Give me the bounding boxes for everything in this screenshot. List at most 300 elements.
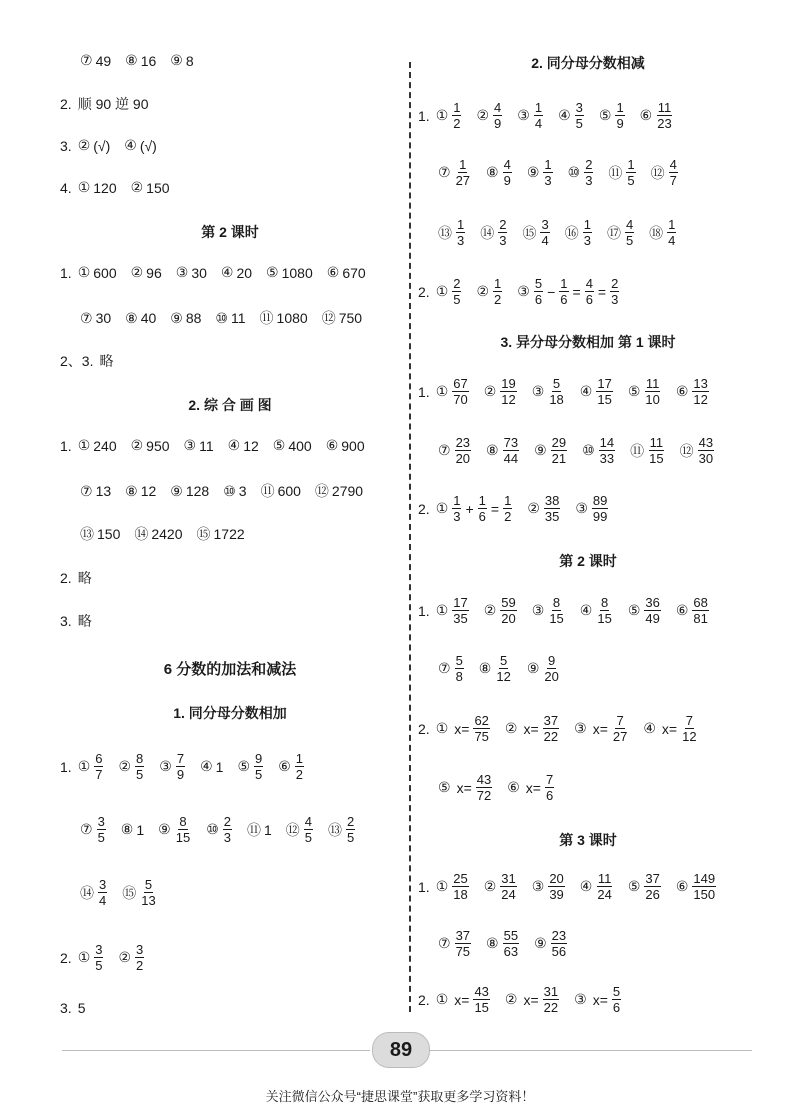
answer-value: 88	[185, 310, 202, 326]
item-marker: ⑨	[158, 821, 171, 837]
fraction	[584, 157, 593, 188]
answer-value: 1080	[276, 310, 308, 326]
answer-value: 40	[140, 310, 157, 326]
item-marker: ⑤	[598, 107, 612, 123]
denominator: 4	[541, 233, 549, 248]
denominator: 2	[494, 292, 502, 307]
numerator: 67	[453, 376, 468, 391]
numerator: 1	[583, 217, 591, 232]
fraction	[94, 942, 103, 973]
denominator: 27	[455, 173, 471, 188]
answer-item	[326, 437, 365, 454]
numerator: 5	[455, 653, 463, 668]
denominator: 24	[501, 887, 516, 902]
answer-line	[60, 751, 319, 782]
question-number: 1.	[418, 602, 430, 619]
item-marker: ②	[130, 437, 144, 453]
answer-item	[486, 928, 520, 959]
answer-item	[197, 524, 245, 544]
question-number: 1.	[418, 107, 430, 124]
item-marker: ②	[118, 949, 132, 965]
answer-line	[60, 611, 106, 631]
fraction	[585, 276, 594, 307]
answer-item	[527, 653, 561, 684]
item-marker: ④	[124, 137, 137, 153]
item-marker: ⑦	[80, 52, 93, 68]
answer-item	[565, 217, 593, 248]
question-number: 1.	[418, 383, 430, 400]
item-marker: ①	[435, 720, 449, 736]
answer-item	[327, 264, 366, 281]
fraction	[599, 435, 615, 466]
answer-item	[80, 877, 108, 908]
numerator: 1	[478, 493, 486, 508]
answer-item	[484, 871, 518, 902]
answer-line	[80, 524, 259, 544]
question-number: 2.	[60, 949, 72, 966]
answer-line	[60, 179, 184, 196]
denominator: 13	[141, 893, 156, 908]
numerator: 36	[645, 595, 660, 610]
answer-item	[582, 435, 616, 466]
answer-item	[237, 751, 264, 782]
fraction	[592, 493, 608, 524]
fraction	[473, 713, 489, 744]
question-number: 2.	[60, 96, 72, 112]
denominator: 63	[503, 944, 519, 959]
item-marker: ⑧	[478, 660, 492, 676]
numerator: 1	[544, 157, 552, 172]
item-marker: ④	[579, 878, 593, 894]
item-marker: ⑰	[606, 224, 621, 241]
item-marker: ⑧	[125, 309, 138, 326]
item-marker: ①	[435, 878, 449, 894]
item-marker: ⑥	[507, 779, 520, 795]
denominator: 4	[99, 893, 107, 908]
answer-item	[78, 751, 105, 782]
item-marker: ⑧	[486, 442, 499, 458]
question-number: 4.	[60, 179, 72, 196]
denominator: 150	[693, 887, 716, 902]
item-marker: ③	[517, 107, 530, 123]
denominator: 35	[453, 611, 468, 626]
fraction	[534, 276, 543, 307]
answer-item	[125, 310, 156, 327]
denominator: 27	[612, 729, 628, 744]
denominator: 99	[592, 509, 608, 524]
item-marker: ④	[200, 758, 213, 774]
denominator: 3	[499, 233, 507, 248]
item-marker: ⑦	[438, 442, 451, 458]
answer-item	[125, 483, 156, 500]
answer-item	[484, 595, 518, 626]
item-marker: ⑬	[80, 526, 94, 542]
fraction	[596, 871, 612, 902]
section-heading: 6 分数的加法和减法	[163, 661, 297, 678]
item-marker: ⑦	[438, 660, 451, 676]
numerator: 59	[501, 595, 516, 610]
fraction	[500, 871, 516, 902]
fraction	[644, 871, 660, 902]
numerator: 8	[552, 595, 561, 610]
answer-item	[176, 264, 207, 281]
answer-item	[580, 871, 614, 902]
denominator: 6	[478, 509, 486, 524]
denominator: 20	[455, 451, 471, 466]
answer-item	[574, 984, 622, 1015]
item-marker: ⑤	[627, 383, 641, 399]
numerator: 2	[585, 157, 593, 172]
item-marker: ⑨	[170, 482, 183, 499]
answer-line	[418, 100, 688, 131]
fraction	[544, 493, 560, 524]
item-marker: ③	[531, 602, 545, 618]
item-marker: ③	[574, 991, 587, 1007]
answer-item	[436, 100, 463, 131]
numerator: 2	[499, 217, 507, 232]
item-marker: ⑤	[438, 779, 451, 795]
item-marker: ⑯	[564, 224, 579, 241]
denominator: 15	[175, 830, 191, 845]
denominator: 56	[551, 944, 567, 959]
denominator: 2	[453, 116, 461, 131]
answer-item	[80, 483, 111, 500]
answer-item	[628, 871, 662, 902]
answer-item	[124, 137, 157, 154]
numerator: 37	[543, 713, 559, 728]
answer-line	[418, 871, 731, 902]
item-marker: ⑫	[314, 483, 329, 499]
fraction	[493, 100, 502, 131]
item-marker: ⑭	[480, 224, 495, 241]
denominator: 12	[693, 392, 708, 407]
answer-item	[78, 1000, 86, 1016]
fraction	[545, 772, 554, 803]
numerator: 13	[693, 376, 708, 391]
numerator: 1	[459, 157, 467, 172]
answer-value: 1	[263, 821, 272, 838]
answer-item	[630, 435, 665, 466]
page-number: 89	[372, 1032, 430, 1068]
question-number: 2.	[418, 283, 430, 300]
denominator: 75	[474, 729, 489, 744]
fraction	[304, 814, 313, 845]
answer-item	[131, 437, 170, 454]
item-marker: ③	[531, 383, 545, 399]
denominator: 26	[645, 887, 660, 902]
numerator: 9	[255, 751, 263, 766]
numerator: 1	[453, 493, 461, 508]
fraction	[503, 157, 512, 188]
denominator: 39	[549, 887, 564, 902]
denominator: 9	[176, 767, 185, 782]
answer-value: 顺 90 逆 90	[77, 96, 149, 112]
fraction	[644, 376, 660, 407]
denominator: 3	[223, 830, 231, 845]
answer-item	[476, 276, 503, 307]
answer-line	[418, 595, 724, 626]
fraction	[615, 100, 624, 131]
answer-value: (√)	[139, 137, 157, 154]
answer-line	[438, 772, 569, 803]
numerator: 7	[616, 713, 624, 728]
answer-item	[170, 310, 201, 327]
denominator: 8	[455, 669, 463, 684]
answer-item	[599, 100, 626, 131]
fraction	[452, 871, 468, 902]
fraction	[551, 928, 567, 959]
item-marker: ⑥	[326, 264, 340, 280]
answer-item	[273, 437, 312, 454]
fraction	[692, 595, 708, 626]
numerator: 149	[693, 871, 716, 886]
answer-item	[125, 52, 156, 69]
item-marker: ⑮	[522, 224, 537, 241]
denominator: 5	[95, 958, 103, 973]
answer-item	[484, 376, 518, 407]
numerator: 1	[560, 276, 568, 291]
section-heading: 2. 综 合 画 图	[188, 397, 272, 413]
fraction	[452, 376, 468, 407]
numerator: 11	[645, 376, 660, 391]
answer-line	[80, 814, 370, 845]
denominator: 20	[501, 611, 516, 626]
answer-item	[534, 435, 568, 466]
denominator: 6	[534, 292, 543, 307]
question-number: 2.	[418, 500, 430, 517]
item-marker: ②	[77, 137, 91, 153]
denominator: 9	[616, 116, 624, 131]
item-marker: ⑪	[259, 310, 274, 326]
fraction	[94, 751, 103, 782]
answer-item	[476, 100, 503, 131]
item-marker: ⑩	[582, 442, 595, 458]
answer-line	[438, 217, 691, 248]
fraction	[692, 871, 716, 902]
item-marker: ⑨	[526, 164, 540, 180]
answer-line	[60, 1000, 99, 1016]
item-marker: ⑦	[80, 821, 93, 837]
answer-item	[78, 179, 117, 196]
numerator: 4	[669, 157, 677, 172]
numerator: 14	[599, 435, 615, 450]
answer-item	[78, 264, 117, 281]
denominator: 9	[503, 173, 511, 188]
answer-item	[532, 871, 566, 902]
fraction	[97, 814, 106, 845]
denominator: 15	[549, 611, 564, 626]
answer-line	[418, 713, 713, 744]
denominator: 15	[649, 451, 664, 466]
answer-item	[574, 713, 629, 744]
denominator: 3	[611, 292, 619, 307]
item-marker: ⑩	[223, 482, 236, 499]
answer-value: 670	[342, 264, 366, 281]
numerator: 4	[625, 217, 634, 232]
item-marker: ⑭	[80, 884, 94, 901]
item-marker: ⑬	[438, 224, 452, 241]
item-marker: ⑨	[170, 52, 183, 68]
answer-item	[608, 157, 636, 188]
question-number: 1.	[418, 878, 430, 895]
numerator: 1	[494, 276, 502, 291]
numerator: 29	[551, 435, 567, 450]
fraction	[500, 595, 516, 626]
numerator: 11	[649, 435, 664, 450]
answer-item	[628, 595, 662, 626]
item-marker: ⑮	[196, 526, 211, 542]
answer-item	[436, 595, 470, 626]
numerator: 2	[347, 814, 355, 829]
answer-item	[486, 157, 513, 188]
item-marker: ④	[579, 602, 593, 618]
item-marker: ⑥	[675, 602, 689, 618]
answer-value: 150	[146, 179, 170, 196]
numerator: 3	[136, 942, 144, 957]
question-number: 1.	[60, 264, 72, 281]
answer-item	[649, 217, 677, 248]
denominator: 81	[693, 611, 708, 626]
fraction	[452, 276, 461, 307]
numerator: 1	[504, 493, 512, 508]
denominator: 22	[543, 1000, 559, 1015]
item-marker: ⑧	[486, 164, 499, 180]
denominator: 6	[560, 292, 568, 307]
answer-line	[438, 157, 693, 188]
operator: x=	[592, 991, 608, 1008]
denominator: 5	[255, 767, 263, 782]
denominator: 2	[295, 767, 304, 782]
answer-value: 128	[185, 483, 210, 499]
denominator: 2	[504, 509, 512, 524]
numerator: 4	[494, 100, 502, 115]
answer-item	[328, 814, 356, 845]
numerator: 2	[453, 276, 461, 291]
numerator: 11	[657, 100, 672, 115]
denominator: 7	[669, 173, 677, 188]
item-marker: ①	[435, 991, 449, 1007]
item-marker: ⑨	[526, 660, 540, 676]
answer-item	[158, 814, 192, 845]
fraction	[135, 751, 144, 782]
fraction	[346, 814, 355, 845]
denominator: 20	[544, 669, 559, 684]
fraction	[503, 435, 519, 466]
item-marker: ⑤	[627, 602, 641, 618]
item-marker: ⑧	[125, 482, 138, 499]
question-number: 1.	[60, 437, 72, 454]
answer-item	[643, 713, 698, 744]
answer-value: 略	[77, 570, 92, 586]
answer-item	[436, 984, 491, 1015]
item-marker: ①	[435, 383, 449, 399]
operator: x=	[454, 720, 470, 737]
numerator: 1	[453, 100, 461, 115]
answer-item	[200, 758, 223, 775]
fraction	[540, 217, 549, 248]
answer-item	[278, 751, 305, 782]
item-marker: ⑮	[122, 884, 137, 901]
answer-value: 略	[99, 353, 114, 369]
answer-item	[438, 653, 465, 684]
item-marker: ①	[77, 758, 91, 774]
fraction	[548, 595, 564, 626]
answer-item	[206, 814, 233, 845]
denominator: 21	[551, 451, 567, 466]
fraction	[559, 276, 568, 307]
fraction	[452, 100, 461, 131]
answer-item	[266, 264, 313, 281]
answer-item	[322, 308, 362, 328]
answer-value: 30	[95, 310, 112, 326]
answer-item	[170, 52, 193, 69]
answer-item	[215, 310, 245, 327]
answer-item	[480, 217, 508, 248]
answer-line	[60, 137, 171, 154]
denominator: 7	[95, 767, 103, 782]
numerator: 7	[176, 751, 185, 766]
answer-item	[505, 984, 560, 1015]
fraction	[698, 435, 714, 466]
numerator: 1	[457, 217, 465, 232]
answer-item	[221, 264, 252, 281]
fraction	[473, 984, 489, 1015]
answer-item	[532, 376, 566, 407]
column-divider	[409, 62, 411, 1012]
fraction	[135, 942, 144, 973]
operator: x=	[523, 991, 539, 1008]
operator: −	[547, 283, 556, 300]
answer-item	[315, 481, 363, 501]
numerator: 8	[179, 814, 187, 829]
fraction	[452, 493, 461, 524]
denominator: 5	[575, 116, 583, 131]
answer-line	[418, 376, 724, 407]
numerator: 62	[474, 713, 489, 728]
operator: +	[465, 500, 474, 517]
answer-item	[78, 611, 92, 631]
item-marker: ②	[504, 720, 518, 736]
operator: x=	[456, 779, 472, 796]
denominator: 12	[682, 729, 697, 744]
fraction	[596, 595, 612, 626]
answer-item	[436, 493, 514, 524]
denominator: 5	[136, 767, 144, 782]
fraction	[493, 276, 502, 307]
fraction	[498, 217, 507, 248]
numerator: 1	[627, 157, 635, 172]
fraction	[644, 595, 660, 626]
fraction	[500, 376, 516, 407]
item-marker: ④	[220, 264, 234, 280]
fraction	[548, 871, 564, 902]
question-number: 3.	[60, 137, 72, 154]
item-marker: ①	[77, 264, 91, 280]
answer-item	[436, 276, 463, 307]
numerator: 4	[503, 157, 511, 172]
fraction	[667, 217, 676, 248]
fraction	[503, 493, 512, 524]
item-marker: ②	[483, 602, 497, 618]
numerator: 3	[95, 942, 103, 957]
item-marker: ③	[159, 758, 172, 774]
answer-line	[438, 928, 582, 959]
answer-item	[118, 751, 145, 782]
item-marker: ⑫	[650, 164, 665, 181]
numerator: 2	[611, 276, 619, 291]
fraction	[176, 751, 185, 782]
numerator: 5	[144, 877, 153, 892]
